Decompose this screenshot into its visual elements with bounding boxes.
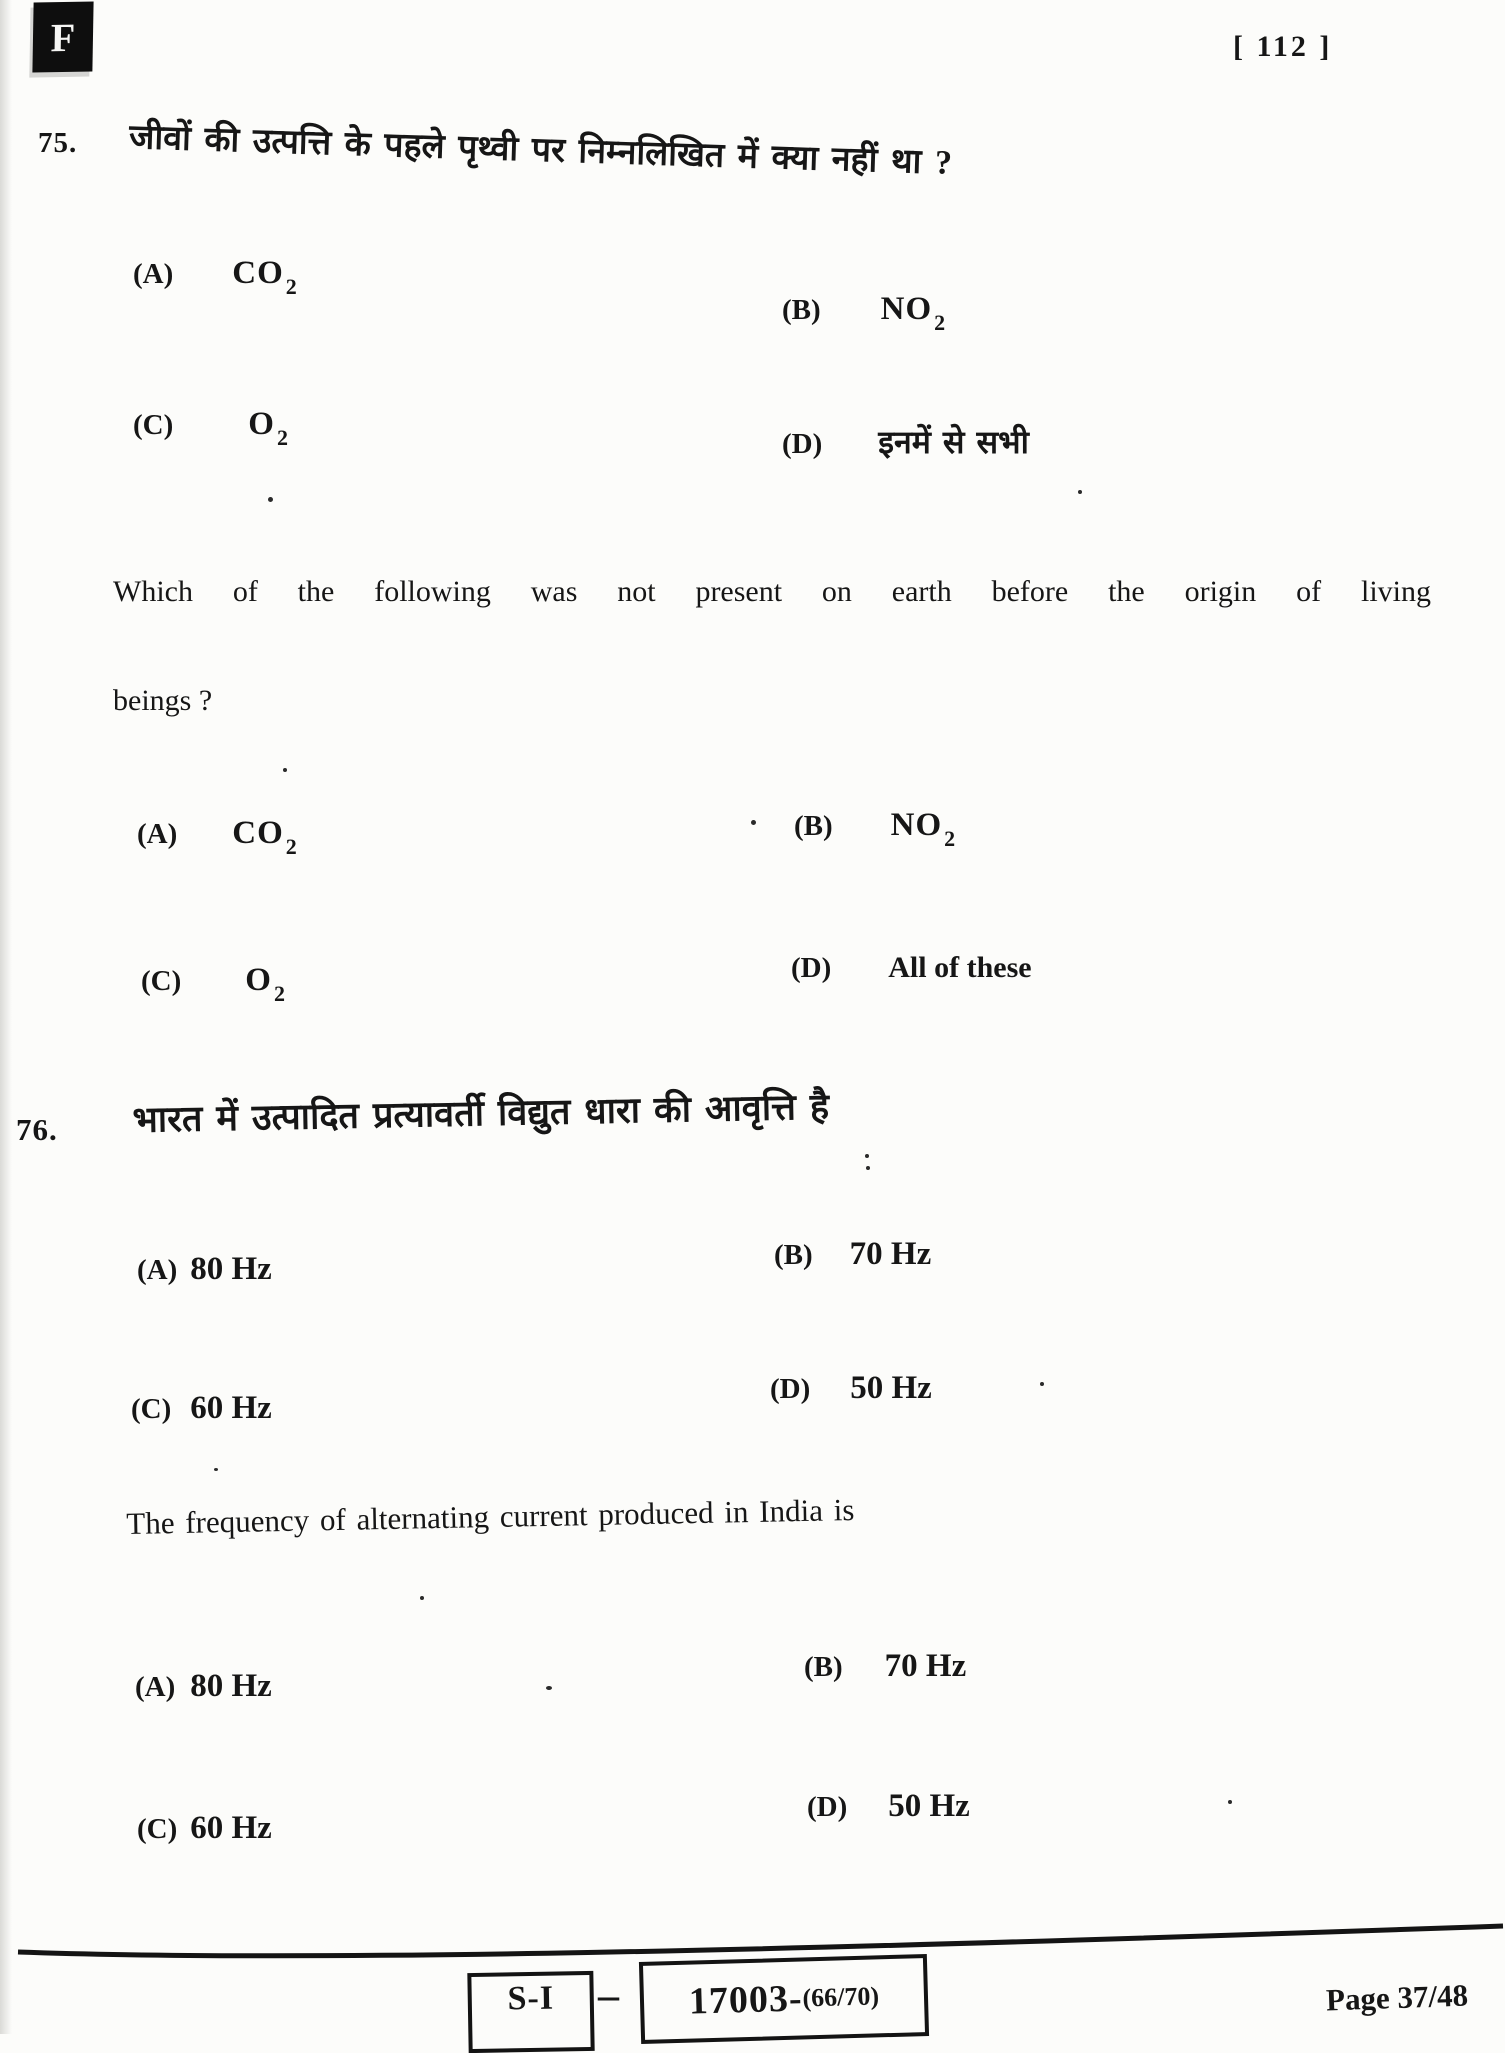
option-label: (A) xyxy=(135,1671,176,1703)
scan-speck xyxy=(214,1468,218,1471)
option-value: 50 Hz xyxy=(850,1370,932,1406)
option-value: $O_2$ xyxy=(245,962,286,1006)
q76-hindi-option-d xyxy=(770,1370,932,1407)
footer-set-code-box xyxy=(467,1971,594,2053)
option-label: (A) xyxy=(137,1254,178,1286)
option-label: (B) xyxy=(774,1239,813,1271)
q75-hindi-option-b xyxy=(782,291,947,335)
option-label: (D) xyxy=(807,1791,848,1823)
option-value: $CO_2$ xyxy=(232,815,298,859)
option-label: (C) xyxy=(141,965,182,997)
option-value: 80 Hz xyxy=(190,1668,272,1704)
q75-english-option-b xyxy=(794,807,957,851)
option-label: (D) xyxy=(791,952,832,984)
option-value: 60 Hz xyxy=(190,1390,272,1426)
header-page-number: [ 112 ] xyxy=(1233,30,1333,63)
q76-english-option-a xyxy=(135,1668,272,1705)
footer-paper-code-suffix: (66/70) xyxy=(802,1981,880,2013)
scan-speck xyxy=(1040,1382,1044,1386)
q75-hindi-option-d xyxy=(782,420,1029,463)
option-value: All of these xyxy=(888,951,1032,984)
option-value: 70 Hz xyxy=(884,1648,967,1684)
q75-english-question-line2: beings ? xyxy=(113,684,213,717)
scan-edge-shadow xyxy=(0,0,12,2034)
option-value: $O_2$ xyxy=(248,406,289,450)
scan-speck xyxy=(283,768,287,772)
option-label: (D) xyxy=(770,1373,811,1405)
footer-separator: – xyxy=(598,1973,619,2019)
q75-number: 75. xyxy=(38,127,78,159)
q76-hindi-option-c xyxy=(131,1390,272,1427)
scan-speck xyxy=(1078,490,1082,494)
q75-hindi-option-a xyxy=(133,255,298,299)
option-value: 50 Hz xyxy=(888,1788,970,1824)
q75-english-option-d xyxy=(791,951,1032,985)
q75-hindi-option-c xyxy=(133,406,289,450)
option-label: (A) xyxy=(133,258,174,290)
q76-english-option-d xyxy=(807,1788,970,1825)
footer-paper-code: 17003- xyxy=(688,1977,804,2023)
scan-speck xyxy=(420,1596,424,1600)
option-value: 70 Hz xyxy=(849,1236,932,1272)
q76-english-option-b xyxy=(804,1648,966,1685)
scan-speck xyxy=(546,1686,552,1690)
q75-english-option-c xyxy=(141,962,286,1006)
booklet-code: F xyxy=(50,14,76,60)
scan-speck xyxy=(268,497,273,502)
booklet-code-box xyxy=(32,1,93,72)
q76-number: 76. xyxy=(16,1112,58,1147)
q76-hindi-question: भारत में उत्पादित प्रत्यावर्ती विद्युत धारा की आवृत्ति है xyxy=(132,1086,830,1140)
q76-english-question: The frequency of alternating current produced in India is xyxy=(126,1492,855,1541)
option-value: $NO_2$ xyxy=(890,807,957,851)
option-value: $CO_2$ xyxy=(232,255,298,299)
footer-page-indicator: Page 37/48 xyxy=(1325,1977,1469,2018)
scan-speck xyxy=(866,1166,870,1170)
option-label: (D) xyxy=(782,428,823,460)
option-label: (B) xyxy=(794,810,833,842)
option-value: 80 Hz xyxy=(190,1251,272,1287)
q75-hindi-question: जीवों की उत्पत्ति के पहले पृथ्वी पर निम्नलिखित में क्या नहीं था ? xyxy=(128,118,953,182)
option-label: (A) xyxy=(137,818,178,850)
scan-speck xyxy=(865,1154,869,1158)
footer-paper-code-box xyxy=(639,1954,929,2044)
option-label: (C) xyxy=(137,1813,178,1845)
option-label: (B) xyxy=(804,1651,843,1683)
option-label: (C) xyxy=(131,1393,172,1425)
q75-english-question-line1: Which of the following was not present on earth before the origin of living xyxy=(113,575,1431,608)
option-value: इनमें से सभी xyxy=(878,424,1029,460)
q76-english-option-c xyxy=(137,1810,272,1847)
q75-english-option-a xyxy=(137,815,298,859)
option-label: (C) xyxy=(133,409,174,441)
option-value: 60 Hz xyxy=(190,1810,272,1846)
footer-set-code: S-I xyxy=(507,1979,555,2018)
q76-hindi-option-a xyxy=(137,1251,272,1288)
scan-speck xyxy=(751,820,756,825)
option-label: (B) xyxy=(782,294,821,326)
q76-hindi-option-b xyxy=(774,1236,931,1273)
scan-speck xyxy=(1228,1800,1232,1804)
option-value: $NO_2$ xyxy=(880,291,947,335)
